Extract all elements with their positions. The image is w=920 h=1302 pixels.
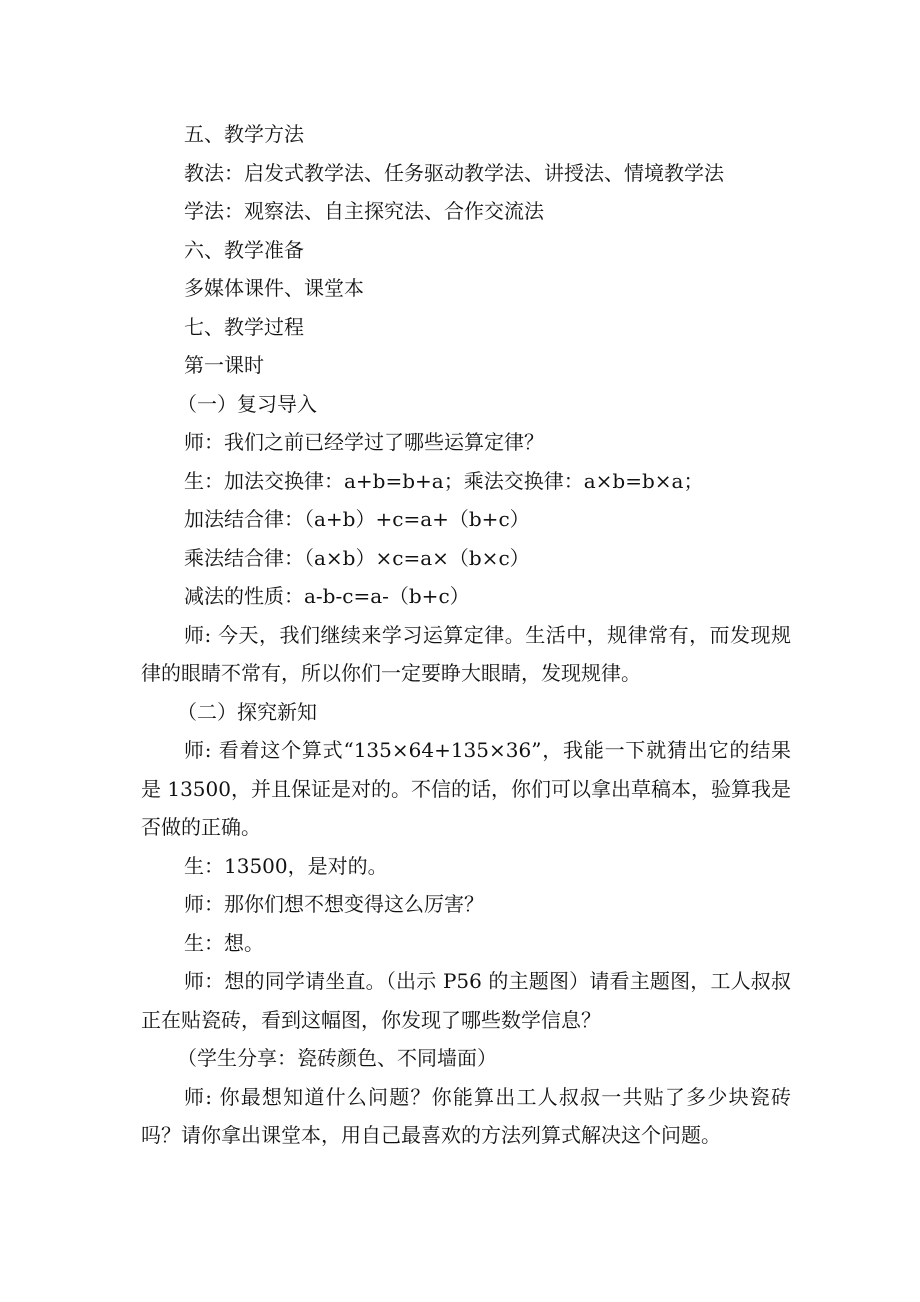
formula-line: 乘法结合律：（a×b）×c=a×（b×c）	[184, 545, 530, 570]
formula-line: 加法结合律：（a+b）+c=a+（b+c）	[184, 507, 530, 531]
dialogue-paragraph: 师: 今天，我们继续来学习运算定律。生活中，规律常有，而发现规律的眼睛不常有，所以你们一定要睁大眼睛，发现规律。	[141, 622, 791, 685]
dialogue-paragraph: 师: 你最想知道什么问题？你能算出工人叔叔一共贴了多少块瓷砖吗？请你拿出课堂本，用自己最喜欢的方法列算式解决这个问题。	[141, 1084, 791, 1147]
dialogue-line: 生：想。	[184, 930, 264, 955]
subheading-explore: （二）探究新知	[177, 699, 317, 724]
subheading-first-lesson: 第一课时	[184, 353, 264, 377]
dialogue-paragraph: 师: 看着这个算式“135×64+135×36”，我能一下就猜出它的结果是 13500，并且保证是对的。不信的话，你们可以拿出草稿本，验算我是否做的正确。	[141, 738, 791, 839]
section-heading-preparation: 六、教学准备	[184, 237, 304, 262]
dialogue-line: 师：我们之前已经学过了哪些运算定律？	[184, 430, 544, 454]
text-line-learning-approach: 学法：观察法、自主探究法、合作交流法	[184, 199, 544, 223]
student-share-note: （学生分享：瓷砖颜色、不同墙面）	[177, 1046, 497, 1070]
dialogue-line: 生：加法交换律：a+b=b+a；乘法交换律：a×b=b×a；	[184, 468, 704, 493]
subheading-review: （一）复习导入	[177, 391, 317, 416]
text-line-materials: 多媒体课件、课堂本	[184, 276, 364, 300]
dialogue-paragraph: 师：想的同学请坐直。（出示 P56 的主题图）请看主题图，工人叔叔正在贴瓷砖，看到这幅图，你发现了哪些数学信息？	[141, 969, 791, 1032]
formula-line: 减法的性质：a-b-c=a-（b+c）	[184, 584, 470, 608]
document-body	[141, 115, 791, 1155]
section-heading-process: 七、教学过程	[184, 314, 304, 339]
section-heading-teaching-methods: 五、教学方法	[184, 122, 304, 146]
dialogue-line: 生：13500，是对的。	[184, 853, 388, 878]
dialogue-line: 师：那你们想不想变得这么厉害？	[184, 892, 484, 916]
text-line-teaching-approach: 教法：启发式教学法、任务驱动教学法、讲授法、情境教学法	[184, 160, 724, 185]
